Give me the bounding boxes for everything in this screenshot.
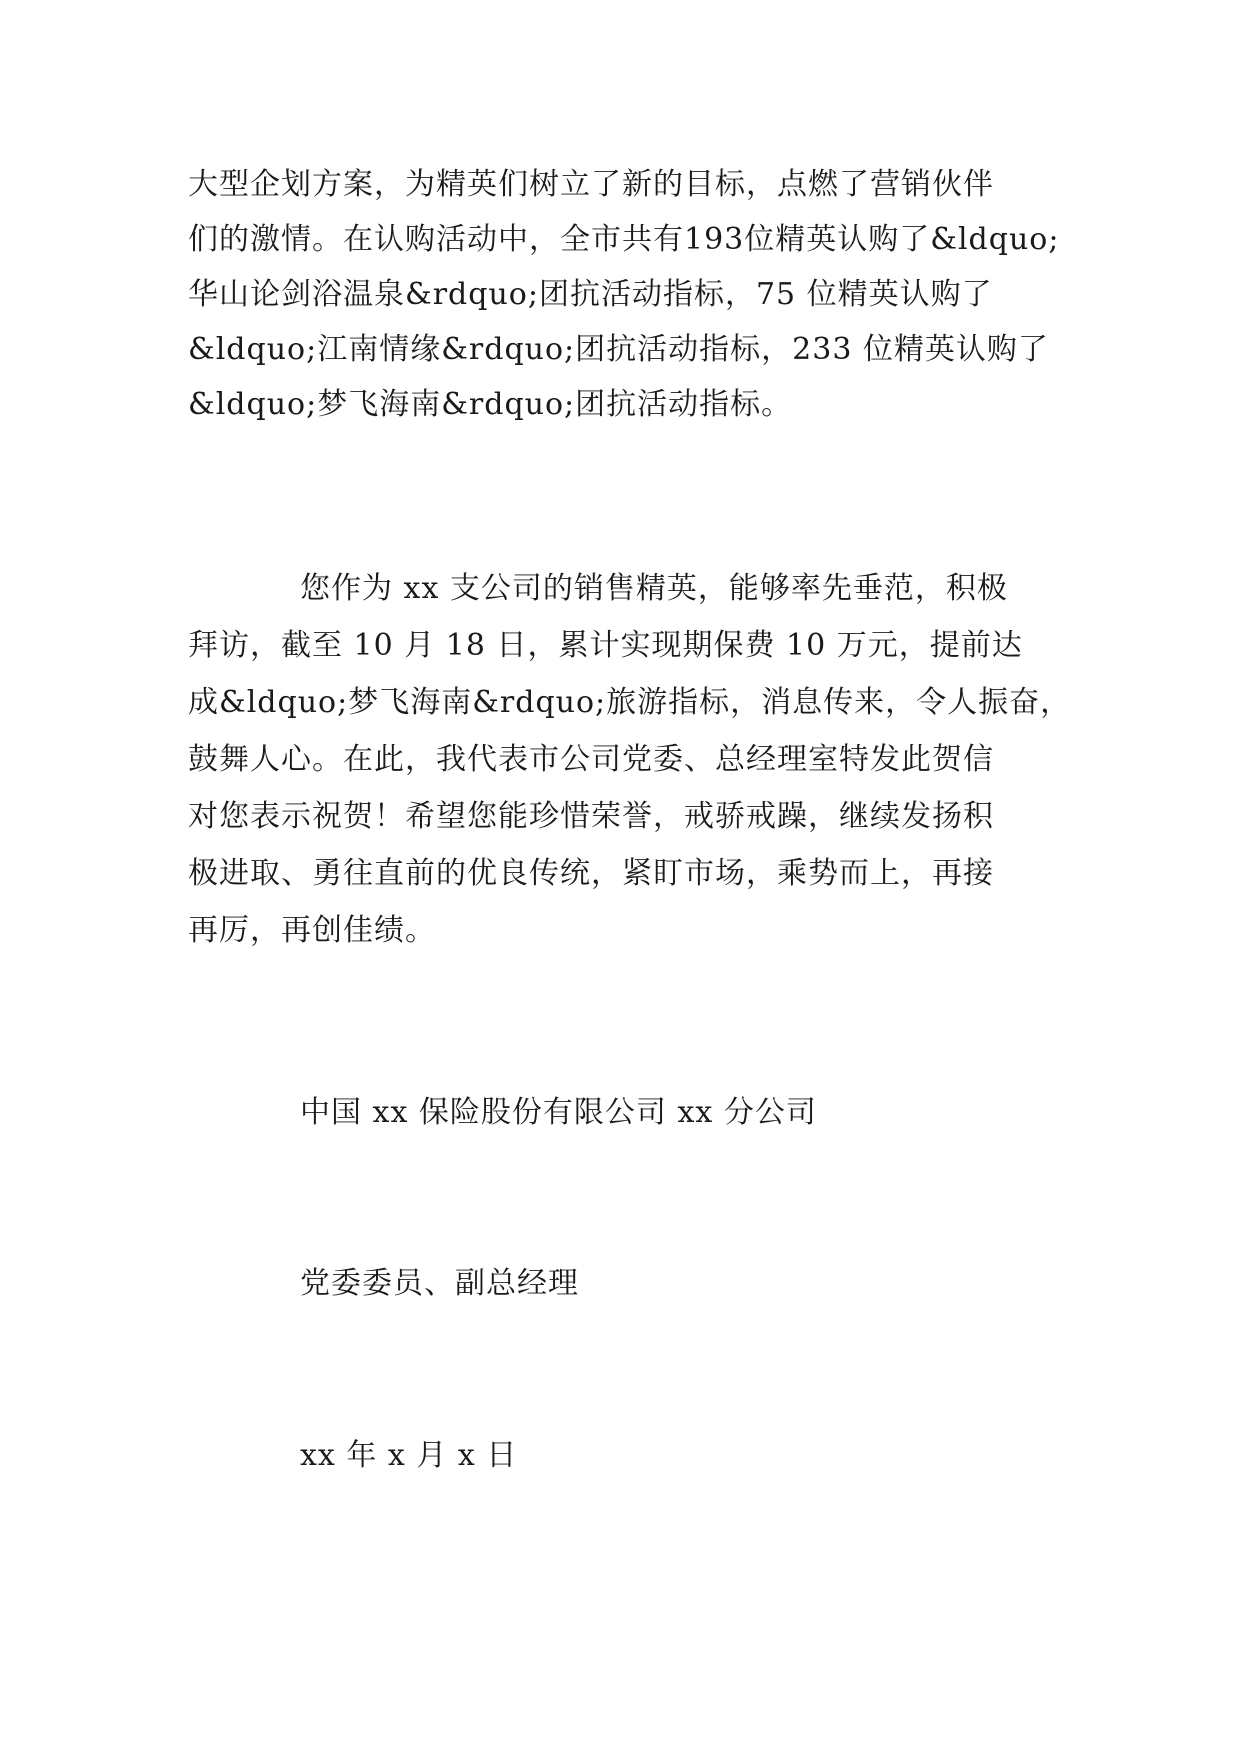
paragraph-1-line-3: 华山论剑浴温泉&rdquo;团抗活动指标，75 位精英认购了 bbox=[188, 277, 993, 312]
signature-title: 党委委员、副总经理 bbox=[300, 1266, 579, 1301]
paragraph-2-line-6: 极进取、勇往直前的优良传统，紧盯市场，乘势而上，再接 bbox=[188, 856, 994, 891]
paragraph-2-line-1: 您作为 xx 支公司的销售精英，能够率先垂范，积极 bbox=[300, 571, 1008, 606]
paragraph-2-line-4: 鼓舞人心。在此，我代表市公司党委、总经理室特发此贺信 bbox=[188, 742, 994, 777]
paragraph-2-line-7: 再厉，再创佳绩。 bbox=[188, 913, 436, 948]
paragraph-2-line-3: 成&ldquo;梦飞海南&rdquo;旅游指标，消息传来，令人振奋， bbox=[188, 685, 1072, 720]
signature-company: 中国 xx 保险股份有限公司 xx 分公司 bbox=[300, 1095, 817, 1130]
paragraph-1-line-1: 大型企划方案，为精英们树立了新的目标，点燃了营销伙伴 bbox=[188, 167, 994, 202]
paragraph-1-line-5: &ldquo;梦飞海南&rdquo;团抗活动指标。 bbox=[188, 387, 793, 422]
paragraph-1-line-2: 们的激情。在认购活动中，全市共有193位精英认购了&ldquo; bbox=[188, 222, 1060, 257]
paragraph-2-line-2: 拜访，截至 10 月 18 日，累计实现期保费 10 万元，提前达 bbox=[188, 628, 1023, 663]
paragraph-1-line-4: &ldquo;江南情缘&rdquo;团抗活动指标，233 位精英认购了 bbox=[188, 332, 1049, 367]
signature-date: xx 年 x 月 x 日 bbox=[300, 1438, 518, 1473]
paragraph-2-line-5: 对您表示祝贺！希望您能珍惜荣誉，戒骄戒躁，继续发扬积 bbox=[188, 799, 994, 834]
